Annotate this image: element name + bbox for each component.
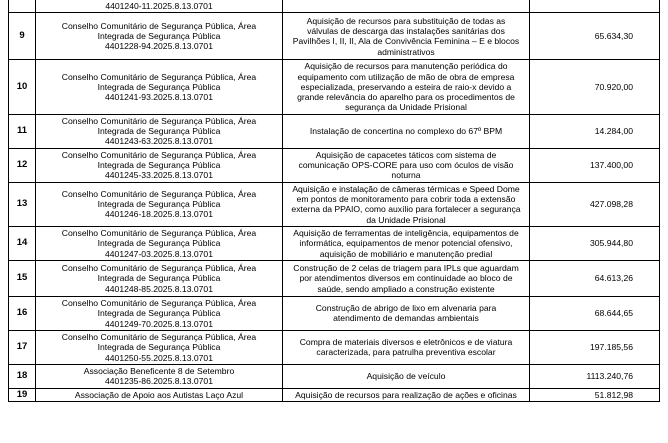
entity-cell (36, 148, 283, 182)
description-line: Instalação de concertina no complexo do 67º BPM (309, 126, 503, 137)
description-line: Aquisição de recursos para substituição de todas as (306, 15, 506, 26)
description-cell (283, 13, 530, 60)
description-cell (283, 114, 530, 148)
process-number: 4401245-33.2025.8.13.0701 (104, 170, 213, 181)
grants-table (8, 0, 660, 402)
entity-name-line: Conselho Comunitário de Segurança Pública, Área (61, 227, 257, 238)
process-number: 4401246-18.2025.8.13.0701 (104, 209, 213, 220)
description-cell (283, 148, 530, 182)
description-cell (283, 0, 530, 13)
entity-cell (36, 0, 283, 13)
description-cell (283, 182, 530, 226)
value-cell: 51.812,98 (530, 388, 660, 401)
entity-name-line: Integrada de Segurança Pública (97, 126, 221, 137)
entity-cell (36, 330, 283, 364)
value-cell: 65.634,30 (530, 13, 660, 60)
entity-name-line: Integrada de Segurança Pública (97, 199, 221, 210)
row-number-cell: 18 (9, 364, 36, 388)
process-number: 4401241-93.2025.8.13.0701 (104, 92, 213, 103)
row-number-cell: 17 (9, 330, 36, 364)
description-line: Aquisição de recursos para realização de ações e oficinas (295, 389, 517, 400)
entity-cell (36, 296, 283, 330)
value-cell: 64.613,26 (530, 260, 660, 296)
description-line: comunicação OPS-CORE para uso com óculos de visão (298, 160, 514, 171)
description-line: aquisição de mobiliário e manutenção predial (319, 248, 493, 259)
description-line: especializada, preservando a esteira de raio-x devido a (300, 81, 512, 92)
description-line: Aquisição de veículo (366, 371, 446, 382)
description-line: grande relevância do aparelho para os procedimentos de (297, 92, 515, 103)
description-line: equipamento com utilização de mão de obra de empresa (297, 71, 515, 82)
value-cell: 1113.240,76 (530, 364, 660, 388)
process-number: 4401249-70.2025.8.13.0701 (104, 318, 213, 329)
description-line: Construção de 2 celas de triagem para IPLs que aguardam (293, 262, 519, 273)
description-line: segurança da Unidade Prisional (345, 102, 467, 113)
description-line: noturna (391, 170, 421, 181)
process-number: 4401240-11.2025.8.13.0701 (105, 1, 213, 11)
value-cell: 427.098,28 (530, 182, 660, 226)
value-cell: 305.944,80 (530, 226, 660, 260)
entity-name-line: Conselho Comunitário de Segurança Pública, Área (61, 71, 257, 82)
entity-cell (36, 13, 283, 60)
entity-name-line: Integrada de Segurança Pública (97, 81, 221, 92)
description-cell (283, 364, 530, 388)
description-line: Pavilhões I, II, II, Ala de Convivência Feminina – E e blocos (292, 36, 520, 47)
description-line: Construção de abrigo de lixo em alvenaria para (315, 303, 497, 314)
description-cell (283, 60, 530, 114)
entity-name-line: Conselho Comunitário de Segurança Pública, Área (61, 149, 257, 160)
entity-cell (36, 182, 283, 226)
description-line: Aquisição de capacetes táticos com sistema de (315, 149, 497, 160)
value-cell: 70.920,00 (530, 60, 660, 114)
description-line: da Unidade Prisional (366, 214, 446, 225)
entity-name-line: Conselho Comunitário de Segurança Pública, Área (61, 262, 257, 273)
entity-cell (36, 114, 283, 148)
description-cell (283, 226, 530, 260)
table-row (9, 226, 660, 260)
description-line: por atendimentos diversos em continuidade ao bloco de (299, 273, 513, 284)
row-number-cell: 11 (9, 114, 36, 148)
entity-name-line: Integrada de Segurança Pública (97, 273, 221, 284)
table-row (9, 114, 660, 148)
table-row-partial (9, 0, 660, 13)
value-cell (530, 0, 660, 13)
entity-name-line: Conselho Comunitário de Segurança Pública, Área (61, 297, 257, 308)
row-number-cell: 14 (9, 226, 36, 260)
description-line: saúde, sendo ampliado a construção existente (317, 283, 495, 294)
description-cell (283, 388, 530, 401)
entity-name-line: Integrada de Segurança Pública (97, 238, 221, 249)
table-row (9, 13, 660, 60)
process-number: 4401247-03.2025.8.13.0701 (104, 248, 213, 259)
description-line: administrativos (377, 46, 435, 57)
row-number-cell: 16 (9, 296, 36, 330)
process-number: 4401243-63.2025.8.13.0701 (104, 136, 213, 147)
description-cell (283, 260, 530, 296)
entity-name-line: Integrada de Segurança Pública (97, 342, 221, 353)
table-row (9, 260, 660, 296)
table-body (9, 0, 660, 402)
entity-name-line: Integrada de Segurança Pública (97, 160, 221, 171)
description-line: Aquisição de recursos para manutenção periódica do (304, 61, 508, 72)
description-line: informática, equipamentos de menor potencial ofensivo, (299, 238, 513, 249)
value-cell: 137.400,00 (530, 148, 660, 182)
table-row (9, 148, 660, 182)
description-line: atendimento de demandas ambientais (333, 313, 479, 324)
process-number: 4401235-86.2025.8.13.0701 (104, 376, 213, 387)
description-line: Aquisição e instalação de câmeras térmicas e Speed Dome (292, 183, 520, 194)
row-number-cell: 10 (9, 60, 36, 114)
process-number: 4401228-94.2025.8.13.0701 (104, 41, 213, 52)
entity-cell (36, 226, 283, 260)
description-line: Aquisição de ferramentas de inteligência, equipamentos de (293, 227, 519, 238)
entity-name-line: Conselho Comunitário de Segurança Pública, Área (61, 331, 257, 342)
entity-name-line: Integrada de Segurança Pública (97, 308, 221, 319)
process-number: 4401250-55.2025.8.13.0701 (104, 352, 213, 363)
entity-cell (36, 388, 283, 401)
entity-cell (36, 364, 283, 388)
value-cell: 68.644,65 (530, 296, 660, 330)
entity-cell (36, 60, 283, 114)
table-row (9, 388, 660, 401)
value-cell: 14.284,00 (530, 114, 660, 148)
row-number-cell: 9 (9, 13, 36, 60)
table-row (9, 364, 660, 388)
description-cell (283, 330, 530, 364)
description-line: em pontos de monitoramento para cobrir toda a extensão (296, 193, 516, 204)
row-number-cell (9, 0, 36, 13)
table-row (9, 60, 660, 114)
entity-name-line: Associação Beneficente 8 de Setembro (83, 366, 235, 377)
entity-name-line: Conselho Comunitário de Segurança Pública, Área (61, 188, 257, 199)
table-row (9, 182, 660, 226)
entity-name-line: Integrada de Segurança Pública (97, 31, 221, 42)
description-line: caracterizada, para patrulha preventiva escolar (316, 347, 496, 358)
table-row (9, 330, 660, 364)
entity-name-line: Conselho Comunitário de Segurança Pública, Área (61, 115, 257, 126)
row-number-cell: 15 (9, 260, 36, 296)
row-number-cell: 13 (9, 182, 36, 226)
description-line: externa da PPAIO, como auxílio para fortalecer a segurança (291, 204, 521, 215)
process-number: 4401248-85.2025.8.13.0701 (104, 283, 213, 294)
entity-name-line: Conselho Comunitário de Segurança Pública, Área (61, 20, 257, 31)
value-cell: 197.185,56 (530, 330, 660, 364)
row-number-cell: 19 (9, 388, 36, 401)
description-line: Compra de materiais diversos e eletrônicos e de viatura (299, 337, 513, 348)
entity-name-line: Associação de Apoio aos Autistas Laço Azul (74, 389, 244, 400)
row-number-cell: 12 (9, 148, 36, 182)
description-line: válvulas de descarga das instalações sanitárias dos (307, 26, 505, 36)
entity-cell (36, 260, 283, 296)
description-cell (283, 296, 530, 330)
table-row (9, 296, 660, 330)
